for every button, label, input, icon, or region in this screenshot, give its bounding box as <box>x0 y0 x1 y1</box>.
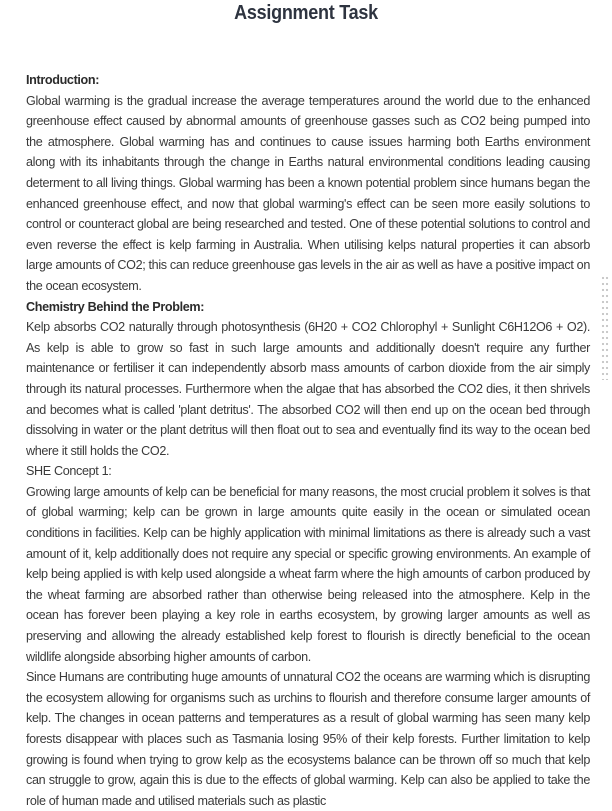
scroll-indicator[interactable] <box>601 275 609 380</box>
section-heading-she-concept-1: SHE Concept 1: <box>26 464 112 479</box>
section-heading-chemistry: Chemistry Behind the Problem: <box>26 299 205 314</box>
paragraph-chemistry: Kelp absorbs CO2 naturally through photosynthesis (6H20 + CO2 Chlorophyl + Sunlight C6H12O6 + O2). As kelp is able to grow so fast in such large amounts and additionally doesn't require any further maintenance or fertiliser it can independently absorb mass amounts of carbon dioxide from the air simply through its natural processes. Furthermore when the algae that has absorbed the CO2 dies, it then shrivels and becomes what is called 'plant detritus'. The absorbed CO2 will then end up on the ocean bed through dissolving in water or the plant detritus will then float out to sea and eventually find its way to the ocean bed where it still holds the CO2. <box>26 320 590 458</box>
paragraph-introduction: Global warming is the gradual increase the average temperatures around the world due to the enhanced greenhouse effect caused by abnormal amounts of greenhouse gasses such as CO2 being pumped into the atmosphere. Global warming has and continues to cause issues harming both Earths environment along with its inhabitants through the change in Earths natural environmental conditions leading causing determent to all living things. Global warming has been a known potential problem since humans began the enhanced greenhouse effect, and now that global warming's effect can be seen more easily solutions to control or counteract global are being researched and tested. One of these potential solutions to control and even reverse the effect is kelp farming in Australia. When utilising kelps natural properties it can absorb large amounts of CO2; this can reduce greenhouse gas levels in the air as well as have a positive impact on the ocean ecosystem. <box>26 93 590 293</box>
paragraph-she-concept-1a: Growing large amounts of kelp can be beneficial for many reasons, the most crucial problem it solves is that of global warming; kelp can be grown in large amounts quite easily in the ocean or simulated ocean conditions in facilities. Kelp can be highly application with minimal limitations as there is already such a vast amount of it, kelp additionally does not require any special or specific growing environments. An example of kelp being applied is with kelp used alongside a wheat farm where the high amounts of carbon produced by the wheat farming are absorbed rather than otherwise being released into the atmosphere. Kelp in the ocean has forever been playing a key role in earths ecosystem, by growing larger amounts as well as preserving and allowing the already established kelp forest to flourish is directly beneficial to the ocean wildlife alongside absorbing higher amounts of carbon. <box>26 484 590 664</box>
document-body <box>26 70 590 811</box>
section-heading-introduction: Introduction: <box>26 73 100 87</box>
document-title: Assignment Task <box>234 2 378 24</box>
paragraph-she-concept-1b: Since Humans are contributing huge amounts of unnatural CO2 the oceans are warming which is disrupting the ecosystem allowing for organisms such as urchins to flourish and therefore consume larger amounts of kelp. The changes in ocean patterns and temperatures as a result of global warming has seen many kelp forests disappear with places such as Tasmania losing 95% of their kelp forests. Further limitation to kelp growing is found when trying to grow kelp as the ecosystems balance can be thrown off so much that kelp can struggle to grow, again this is due to the effects of global warming. Kelp can also be applied to take the role of human made and utilised materials such as plastic <box>26 670 590 808</box>
